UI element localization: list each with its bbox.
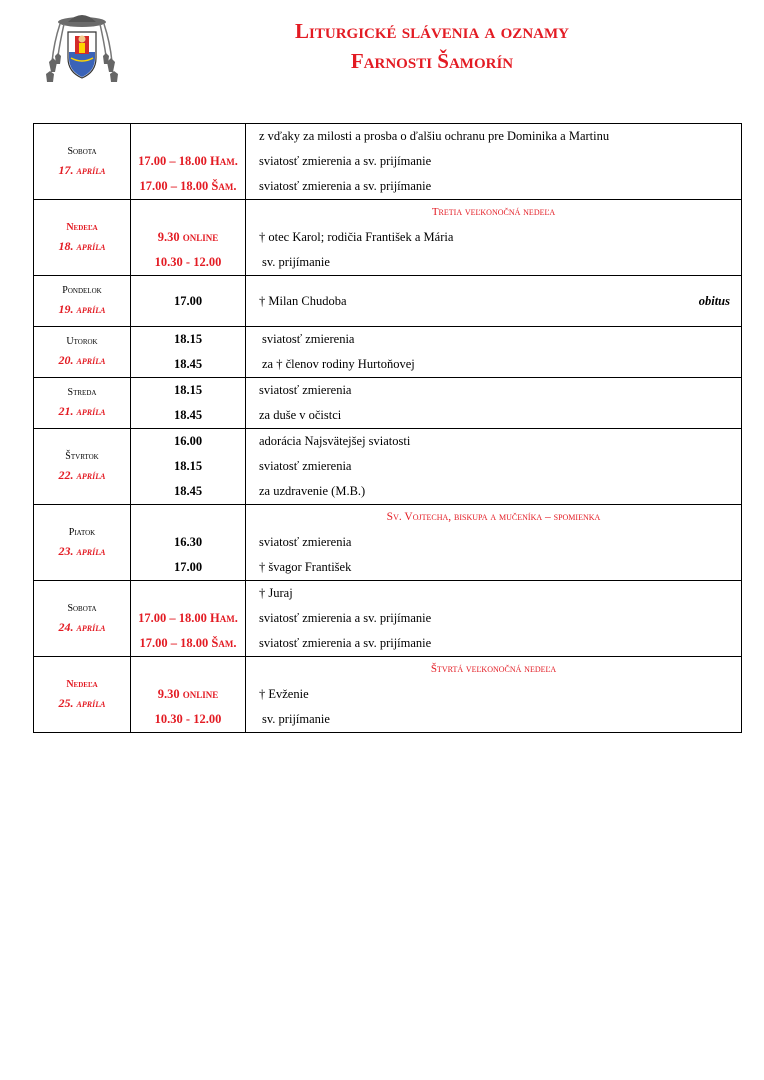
intention-entry: [246, 289, 741, 314]
time-entry: 18.15: [173, 332, 203, 346]
schedule-row: [34, 581, 742, 657]
times-cell: [131, 505, 246, 581]
intention-entry: † Evženie: [259, 687, 309, 701]
time-entry: [131, 124, 245, 149]
day-name: Streda: [67, 387, 97, 398]
time-entry: 16.30: [173, 535, 203, 549]
times-cell: [131, 657, 246, 733]
intention-entry: z vďaky za milosti a prosba o ďalšiu ochranu pre Dominika a Martinu: [259, 129, 610, 143]
schedule-row: [34, 124, 742, 200]
intention-entry: sviatosť zmierenia: [259, 383, 352, 397]
time-entry: 16.00: [173, 434, 203, 448]
day-date: 24. apríla: [58, 619, 106, 634]
schedule-table: [33, 123, 742, 733]
intention-entry: † švagor František: [259, 560, 352, 574]
entries-cell: [246, 505, 742, 581]
time-entry: 18.15: [173, 459, 203, 473]
time-entry: 9.30 online: [157, 230, 219, 244]
time-entry: 18.45: [173, 408, 203, 422]
schedule-row: [34, 429, 742, 505]
feast-title: Tretia veľkonočná nedeľa: [431, 206, 556, 218]
time-entry: 10.30 - 12.00: [154, 712, 222, 726]
day-date: 22. apríla: [58, 467, 106, 482]
times-cell: [131, 327, 246, 378]
time-entry: 17.00: [173, 293, 203, 308]
time-entry: [131, 581, 245, 606]
schedule-row: [34, 200, 742, 276]
schedule-row: [34, 378, 742, 429]
time-entry: 9.30 online: [157, 687, 219, 701]
feast-title: Sv. Vojtecha, biskupa a mučeníka – spomienka: [386, 511, 601, 523]
intention-entry: sviatosť zmierenia a sv. prijímanie: [259, 636, 432, 650]
intention-entry: sviatosť zmierenia a sv. prijímanie: [259, 179, 432, 193]
day-date: 21. apríla: [58, 404, 106, 418]
day-cell: [34, 327, 131, 378]
schedule-row: [34, 657, 742, 733]
day-name: Sobota: [67, 602, 97, 614]
day-cell: [34, 200, 131, 276]
intention-entry: sviatosť zmierenia: [259, 459, 352, 473]
intention-entry: sviatosť zmierenia: [259, 535, 352, 549]
schedule-row: [34, 327, 742, 378]
time-entry: 18.15: [173, 383, 203, 397]
intention-entry: sv. prijímanie: [262, 712, 330, 726]
entries-cell: [246, 581, 742, 657]
time-entry: 10.30 - 12.00: [154, 255, 222, 269]
schedule-row: [34, 276, 742, 327]
document-header: [0, 0, 764, 100]
day-cell: [34, 124, 131, 200]
document-title-line2: Farnosti Šamorín: [350, 49, 514, 73]
intention-entry: † otec Karol; rodičia František a Mária: [259, 230, 454, 244]
day-date: 20. apríla: [58, 353, 106, 367]
time-entry: 17.00 – 18.00 Ham.: [138, 154, 238, 168]
day-cell: [34, 429, 131, 505]
intention-entry: za duše v očistci: [259, 408, 342, 422]
day-name: Piatok: [68, 526, 96, 538]
day-name: Sobota: [67, 145, 97, 157]
day-name: Utorok: [66, 336, 98, 347]
day-cell: [34, 657, 131, 733]
day-cell: [34, 276, 131, 327]
day-cell: [34, 581, 131, 657]
time-entry: 18.45: [173, 484, 203, 498]
day-cell: [34, 378, 131, 429]
day-cell: [34, 505, 131, 581]
entries-cell: [246, 327, 742, 378]
day-name: Štvrtok: [65, 450, 99, 462]
time-entry: 17.00 – 18.00 Šam.: [139, 636, 237, 650]
intention-entry: sv. prijímanie: [262, 255, 330, 269]
entries-cell: [246, 429, 742, 505]
day-date: 25. apríla: [58, 695, 106, 710]
day-name: Nedeľa: [66, 221, 98, 233]
day-date: 19. apríla: [58, 302, 106, 316]
schedule-row: [34, 505, 742, 581]
time-entry: 17.00 – 18.00 Ham.: [138, 611, 238, 625]
intention-entry: adorácia Najsvätejšej sviatosti: [259, 434, 411, 448]
entries-cell: [246, 276, 742, 327]
feast-title: Štvrtá veľkonočná nedeľa: [430, 663, 557, 675]
document-title-line1: Liturgické slávenia a oznamy: [295, 19, 569, 43]
intention-text: † Milan Chudoba: [259, 293, 347, 308]
intention-entry: za † členov rodiny Hurtoňovej: [262, 357, 415, 371]
times-cell: [131, 581, 246, 657]
times-cell: [131, 276, 246, 327]
time-entry: 17.00: [173, 560, 203, 574]
times-cell: [131, 429, 246, 505]
intention-entry: sviatosť zmierenia a sv. prijímanie: [259, 611, 432, 625]
times-cell: [131, 378, 246, 429]
intention-entry: za uzdravenie (M.B.): [259, 484, 366, 498]
time-entry: 17.00 – 18.00 Šam.: [139, 179, 237, 193]
day-name: Nedeľa: [66, 678, 98, 690]
day-date: 23. apríla: [58, 543, 106, 558]
times-cell: [131, 200, 246, 276]
entries-cell: [246, 657, 742, 733]
entries-cell: [246, 378, 742, 429]
entries-cell: [246, 124, 742, 200]
intention-entry: sviatosť zmierenia a sv. prijímanie: [259, 154, 432, 168]
intention-entry: sviatosť zmierenia: [262, 332, 355, 346]
day-date: 18. apríla: [58, 238, 106, 253]
time-entry: 18.45: [173, 357, 203, 371]
day-date: 17. apríla: [58, 162, 106, 177]
obitus-note: obitus: [698, 293, 730, 308]
times-cell: [131, 124, 246, 200]
parish-coat-of-arms-icon: [44, 12, 120, 84]
entries-cell: [246, 200, 742, 276]
day-name: Pondelok: [62, 285, 102, 296]
intention-entry: † Juraj: [259, 586, 293, 600]
